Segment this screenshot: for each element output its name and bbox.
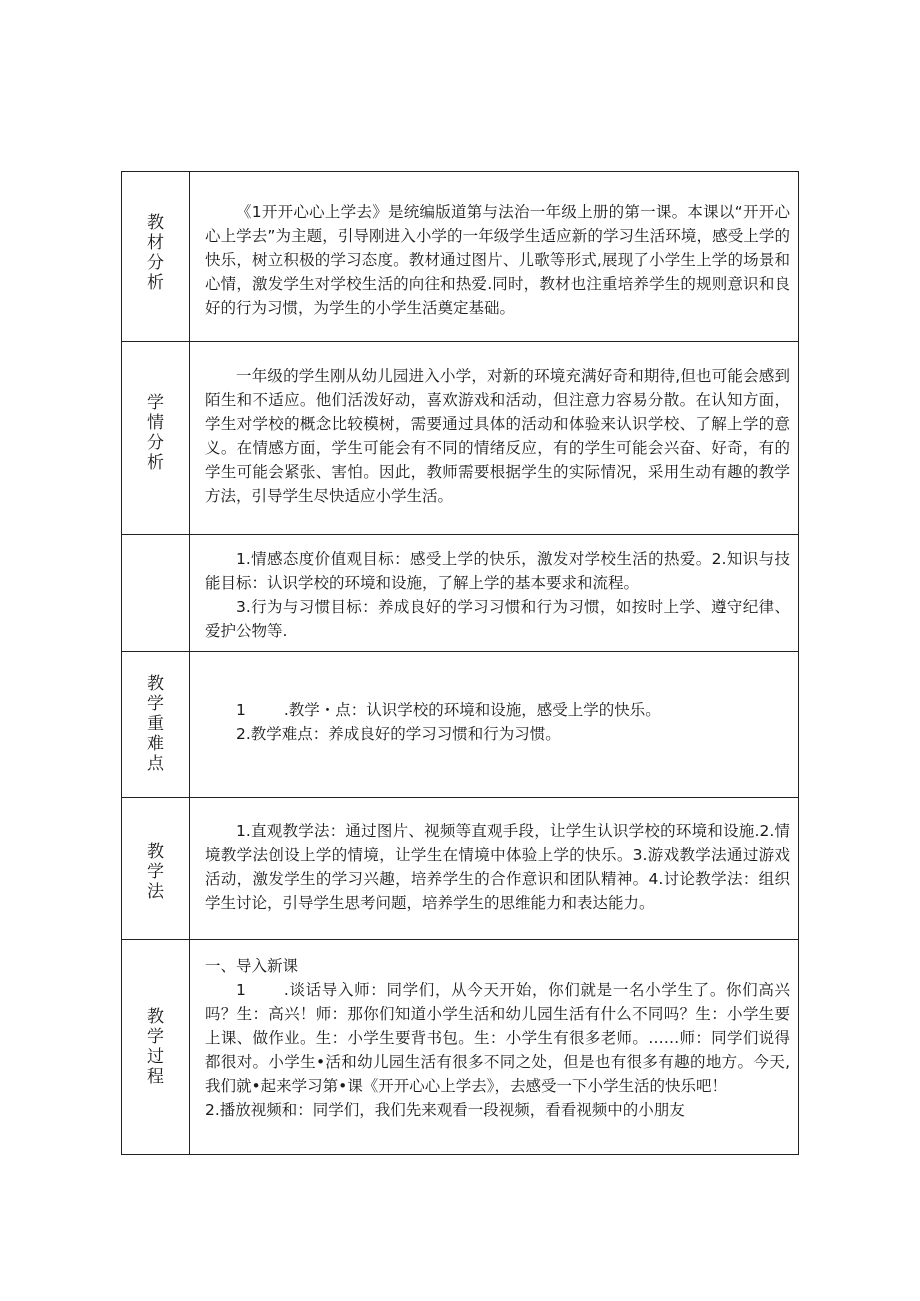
methods-label-cell: [122, 798, 190, 940]
process-label-cell: [122, 940, 190, 1155]
material-analysis-content-cell: [190, 172, 799, 342]
objectives-row: [122, 535, 799, 652]
process-item-1-num: 1: [236, 981, 246, 999]
key-points-content-cell: [190, 652, 799, 798]
objectives-content-cell: [190, 535, 799, 652]
objectives-para-1: 1.情感态度价值观目标：感受上学的快乐，激发对学校生活的热爱。2.知识与技能目标：认识学校的环境和设施，了解上学的基本要求和流程。: [205, 550, 790, 592]
process-content-cell: [190, 940, 799, 1155]
student-analysis-label: 学情分析: [147, 393, 164, 473]
process-item-1: [205, 978, 790, 1098]
key-points-item-2: 2.教学难点：养成良好的学习习惯和行为习惯。: [236, 725, 561, 743]
lesson-plan-table: [121, 171, 799, 1155]
key-points-item-1-text: .教学・点：认识学校的环境和设施，感受上学的快乐。: [283, 701, 661, 719]
material-analysis-label-cell: [122, 172, 190, 342]
methods-row: [122, 798, 799, 940]
process-row: [122, 940, 799, 1155]
student-analysis-text: 一年级的学生刚从幼儿园进入小学，对新的环境充满好奇和期待,但也可能会感到陌生和不适应。他们活泼好动，喜欢游戏和活动，但注意力容易分散。在认知方面，学生对学校的概念比较模树，需要通过具体的活动和体验来认识学校、了解上学的意义。在情感方面，学生可能会有不同的情绪反应，有的学生可能会兴奋、好奇，有的学生可能会紧张、害怕。因此，教师需要根据学生的实际情况，采用生动有趣的教学方法，引导学生尽快适应小学生活。: [205, 367, 790, 505]
material-analysis-label: 教材分析: [147, 212, 164, 293]
methods-content-cell: [190, 798, 799, 940]
key-points-item-1-num: 1: [236, 701, 246, 719]
methods-text: 1.直观教学法：通过图片、视频等直观手段，让学生认识学校的环境和设施.2.情境教学法创设上学的情境，让学生在情境中体验上学的快乐。3.游戏教学法通过游戏活动，激发学生的学习兴趣，培养学生的合作意识和团队精神。4.讨论教学法：组织学生讨论，引导学生思考问题，培养学生的思维能力和表达能力。: [205, 822, 790, 912]
material-analysis-text: 《1开开心心上学去》是统编版道第与法治一年级上册的第一课。本课以“开开心心上学去”为主题，引导刚进入小学的一年级学生适应新的学习生活环境，感受上学的快乐，树立积极的学习态度。教材通过图片、儿歌等形式,展现了小学生上学的场景和心情，激发学生对学校生活的向往和热爱.同时，教材也注重培养学生的规则意识和良好的行为习惯，为学生的小学生活奠定基础。: [205, 203, 790, 317]
objectives-label-cell: [122, 535, 190, 652]
objectives-para-2: 3.行为与习惯目标：养成良好的学习习惯和行为习惯，如按时上学、遵守纪律、爱护公物等.: [205, 598, 790, 640]
process-heading: 一、导入新课: [205, 957, 299, 975]
student-analysis-label-cell: [122, 342, 190, 535]
methods-label: 教学法: [147, 841, 164, 902]
key-points-row: [122, 652, 799, 798]
process-item-1-text: .谈话导入师：同学们，从今天开始，你们就是一名小学生了。你们高兴吗？生：高兴！师：那你们知道小学生活和幼儿园生活有什么不同吗？生：小学生要上课、做作业。生：小学生要背书包。生：小学生有很多老师。……师：同学们说得都很对。小学生•活和幼儿园生活有很多不同之处，但是也有很多有趣的地方。今天,我们就•起来学习第•课《开开心心上学去》，去感受一下小学生活的快乐吧！: [205, 981, 790, 1095]
key-points-label-cell: [122, 652, 190, 798]
material-analysis-row: [122, 172, 799, 342]
key-points-label: 教学重难点: [147, 673, 164, 774]
process-label: 教学过程: [147, 1007, 164, 1087]
student-analysis-content-cell: [190, 342, 799, 535]
key-points-item-1: [205, 698, 790, 722]
student-analysis-row: [122, 342, 799, 535]
process-item-2: 2.播放视频和：同学们，我们先来观看一段视频，看看视频中的小朋友: [205, 1101, 685, 1119]
